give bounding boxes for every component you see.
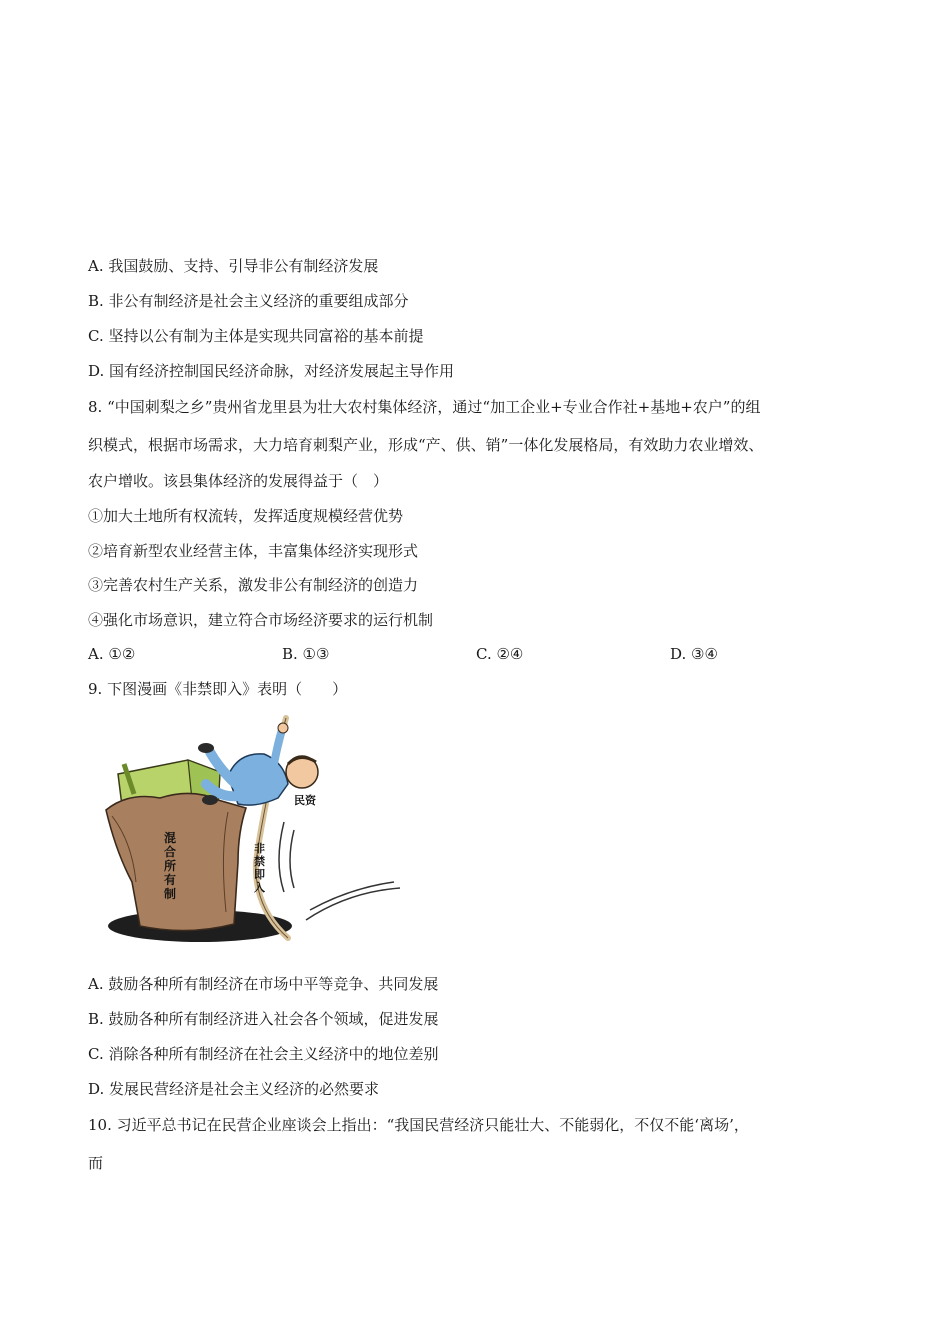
label-char: 混 (164, 831, 177, 845)
person-arm (274, 730, 282, 764)
q8-statement-4: ④强化市场意识，建立符合市场经济要求的运行机制 (88, 611, 434, 629)
label-char: 禁 (254, 855, 265, 868)
q9-option-b: B. 鼓励各种所有制经济进入社会各个领域，促进发展 (88, 1010, 439, 1028)
label-char: 制 (164, 887, 177, 901)
person-hand (278, 723, 288, 733)
cartoon-illustration (88, 712, 402, 948)
q8-choice-a: A. ①② (88, 645, 136, 663)
motion-line (279, 822, 284, 892)
label-char: 入 (254, 881, 265, 894)
pole-label (254, 841, 265, 894)
q9-option-d: D. 发展民营经济是社会主义经济的必然要求 (88, 1080, 380, 1098)
q10-stem-line-2: 而 (88, 1154, 104, 1172)
q8-choice-c: C. ②④ (476, 645, 524, 663)
motion-line (290, 830, 294, 888)
q7-option-d: D. 国有经济控制国民经济命脉，对经济发展起主导作用 (88, 362, 455, 380)
q9-option-c: C. 消除各种所有制经济在社会主义经济中的地位差别 (88, 1045, 439, 1063)
label-char: 合 (164, 845, 177, 859)
person-label: 民资 (294, 794, 316, 807)
q7-option-b: B. 非公有制经济是社会主义经济的重要组成部分 (88, 292, 409, 310)
person-shoe (202, 795, 218, 805)
motion-line (310, 882, 394, 910)
q9-stem: 9. 下图漫画《非禁即入》表明（ ） (88, 680, 348, 698)
q8-choice-d: D. ③④ (670, 645, 718, 663)
q8-choices (88, 644, 868, 664)
cartoon-svg (88, 712, 402, 948)
q8-stem-line-1: 8. “中国刺梨之乡”贵州省龙里县为壮大农村集体经济，通过“加工企业+专业合作社+基地+农户”的组 (88, 398, 761, 416)
label-char: 所 (164, 859, 177, 873)
q8-stem-line-2: 织模式，根据市场需求，大力培育刺梨产业，形成“产、供、销”一体化发展格局，有效助力农业增效、 (88, 436, 764, 454)
q7-option-c: C. 坚持以公有制为主体是实现共同富裕的基本前提 (88, 327, 424, 345)
label-char: 非 (254, 842, 265, 855)
q8-stem-line-3: 农户增收。该县集体经济的发展得益于（ ） (88, 472, 389, 490)
q8-choice-b: B. ①③ (282, 645, 330, 663)
q8-statement-3: ③完善农村生产关系，激发非公有制经济的创造力 (88, 576, 419, 594)
label-char: 有 (164, 873, 177, 887)
q7-option-a: A. 我国鼓励、支持、引导非公有制经济发展 (88, 257, 379, 275)
q8-statement-1: ①加大土地所有权流转，发挥适度规模经营优势 (88, 507, 404, 525)
person-shoe (198, 743, 214, 753)
q8-statement-2: ②培育新型农业经营主体，丰富集体经济实现形式 (88, 542, 419, 560)
label-char: 即 (254, 868, 265, 881)
q10-stem-line-1: 10. 习近平总书记在民营企业座谈会上指出：“我国民营经济只能壮大、不能弱化，不仅不能‘离场’， (88, 1116, 749, 1134)
q9-option-a: A. 鼓励各种所有制经济在市场中平等竞争、共同发展 (88, 975, 439, 993)
rock-label (164, 830, 176, 901)
